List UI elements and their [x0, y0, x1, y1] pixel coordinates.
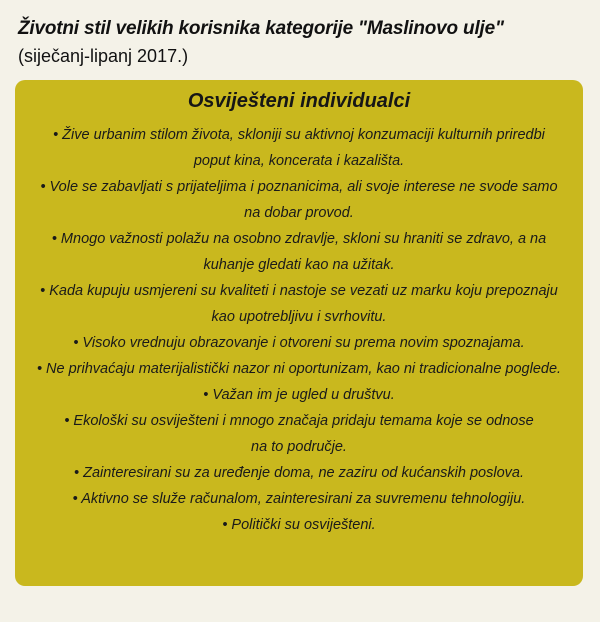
list-item-line: na dobar provod. — [244, 205, 354, 221]
list-item — [25, 408, 573, 460]
list-item — [25, 356, 573, 382]
list-item-line: • Mnogo važnosti polažu na osobno zdravlje, skloni su hraniti se zdravo, a na — [51, 231, 547, 247]
profile-panel — [15, 80, 583, 586]
list-item — [25, 486, 573, 512]
list-item — [25, 122, 573, 174]
page-subtitle: (siječanj-lipanj 2017.) — [18, 46, 189, 66]
list-item — [25, 174, 573, 226]
list-item — [25, 512, 573, 538]
page-title: Životni stil velikih korisnika kategorije "Maslinovo ulje" — [18, 18, 504, 39]
list-item-line: kuhanje gledati kao na užitak. — [203, 257, 395, 273]
list-item-line: • Vole se zabavljati s prijateljima i poznanicima, ali svoje interese ne svode samo — [40, 179, 558, 195]
trait-list — [25, 122, 573, 538]
list-item — [25, 278, 573, 330]
list-item-line: • Aktivno se služe računalom, zainteresirani za suvremenu tehnologiju. — [72, 491, 526, 507]
list-item — [25, 382, 573, 408]
panel-heading: Osviješteni individualci — [187, 90, 411, 112]
list-item-line: • Zainteresirani su za uređenje doma, ne zaziru od kućanskih poslova. — [74, 465, 524, 481]
list-item — [25, 330, 573, 356]
list-item-line: kao upotrebljivu i svrhovitu. — [211, 309, 387, 325]
list-item-line: • Kada kupuju usmjereni su kvaliteti i nastoje se vezati uz marku koju prepoznaju — [40, 283, 558, 299]
list-item-line: na to područje. — [251, 439, 347, 455]
list-item-line: poput kina, koncerata i kazališta. — [193, 153, 405, 169]
list-item-line: • Ekološki su osviješteni i mnogo značaja pridaju temama koje se odnose — [64, 413, 534, 429]
list-item — [25, 460, 573, 486]
list-item-line: • Politički su osviješteni. — [222, 517, 376, 533]
list-item-line: • Visoko vrednuju obrazovanje i otvoreni su prema novim spoznajama. — [73, 335, 525, 351]
list-item-line: • Važan im je ugled u društvu. — [203, 387, 395, 403]
list-item-line: • Ne prihvaćaju materijalistički nazor ni oportunizam, kao ni tradicionalne poglede. — [36, 361, 562, 377]
list-item-line: • Žive urbanim stilom života, skloniji su aktivnoj konzumaciji kulturnih priredbi — [53, 127, 545, 143]
list-item — [25, 226, 573, 278]
